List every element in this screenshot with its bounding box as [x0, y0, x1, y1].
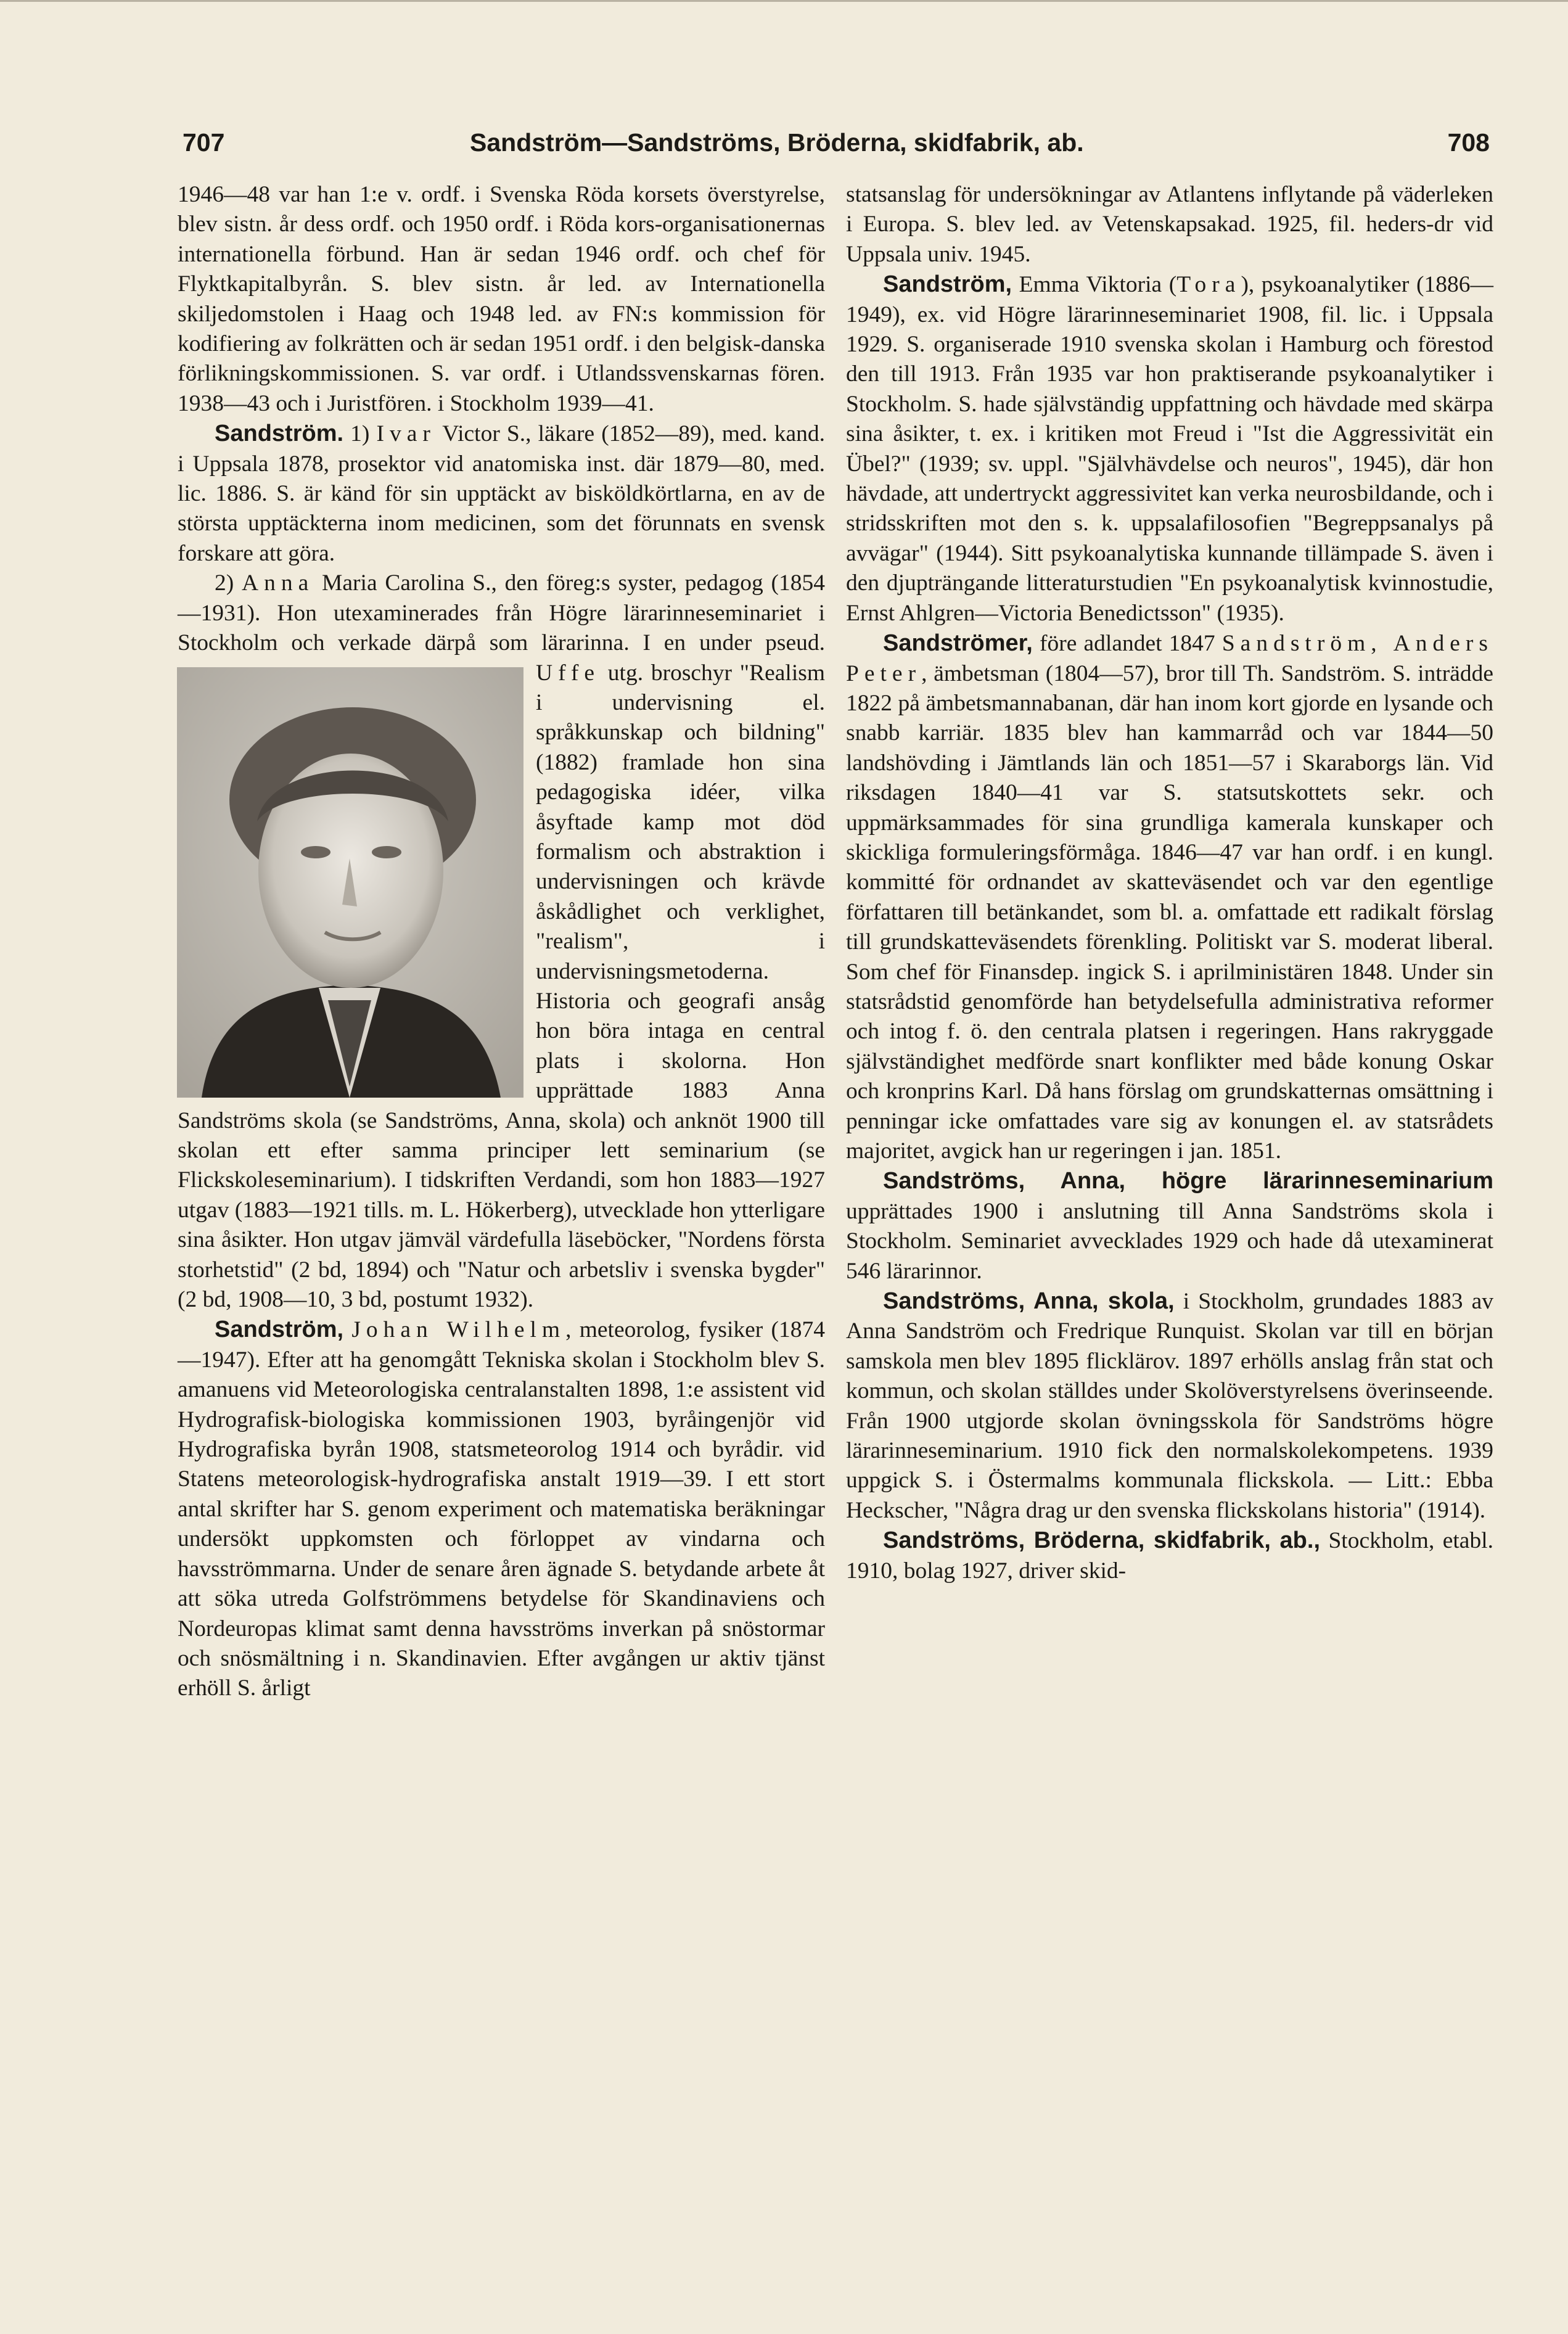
entry-anna-sandstrom: 2) Anna Maria Carolina S., den föreg:s syster, pedagog (1854—1931). Hon utexaminerades från Högre lärarinneseminariet i Stockholm och verkade därpå som lärarinna. I en under pseud. Uffe utg. broschyr "Realism i undervisning el. språkkunskap och bildning" (1882) framlade hon sina pedagogiska idéer, vilka åsyftade kamp mot död formalism och abstraktion i undervisningen och krävde åskådlighet och verklighet, "realism", i undervisningsmetoderna. Historia och geografi ansåg hon böra intaga en central plats i skolorna. Hon upprättade 1883 Anna Sandströms skola (se Sandströms, Anna, skola) och anknöt 1900 till skolan ett efter samma principer lett seminarium (se Flickskoleseminarium). I tidskriften Verdandi, som hon 1883—1927 utgav (1883—1921 tills. m. L. Hökerberg), utvecklade hon ytterligare sina åsikter. Hon utgav jämväl värdefulla läseböcker, "Nordens första storhetstid" (2 bd, 1894) och "Natur och arbetsliv i svenska bygder" (2 bd, 1908—10, 3 bd, postumt 1932). — [178, 570, 825, 1313]
left-column — [178, 180, 825, 1704]
page-number-right: 708 — [1447, 128, 1490, 157]
entry-broderna-skidfabrik: Sandströms, Bröderna, skidfabrik, ab., Stockholm, etabl. 1910, bolag 1927, driver skid- — [846, 1527, 1493, 1584]
entry-headword: Sandströmer, — [883, 630, 1033, 657]
spaced-name: Johan Wilhelm — [351, 1317, 566, 1343]
page-top-edge — [0, 0, 1568, 2]
entry-headword: Sandström, — [215, 1317, 344, 1343]
spaced-name: Ivar — [376, 421, 436, 447]
entry-ivar-sandstrom: Sandström. 1) Ivar Victor S., läkare (1852—89), med. kand. i Uppsala 1878, prosektor vid anatomiska inst. där 1879—80, med. lic. 1886. S. är känd för sin upptäckt av bisköldkörtlarna, en av de största upptäckterna inom medicinen, som det förunnats en svensk forskare att göra. — [178, 421, 825, 566]
spaced-name: Uffe — [536, 660, 601, 686]
entry-headword: Sandströms, Anna, skola, — [883, 1288, 1175, 1315]
right-column — [846, 180, 1493, 1586]
entry-headword: Sandström. — [215, 421, 344, 447]
running-header — [183, 128, 1490, 165]
entry-continuation: 1946—48 var han 1:e v. ordf. i Svenska Röda korsets överstyrelse, blev sistn. år dess ordf. och 1950 ordf. i Röda kors-organisationernas internationella förbund. Han är sedan 1946 ordf. och chef för Flyktkapitalbyrån. S. blev sistn. år led. av Internationella skiljedomstolen i Haag och 1948 led. av FN:s kommission för kodifiering av folkrätten och är sedan 1951 ordf. i den belgisk-danska förlikningskommissionen. S. var ordf. i Utlandssvenskarnas fören. 1938—43 och i Juristfören. i Stockholm 1939—41. — [178, 182, 825, 416]
portrait-photo — [177, 667, 523, 1098]
entry-continuation: statsanslag för undersökningar av Atlantens inflytande på väderleken i Europa. S. blev led. av Vetenskapsakad. 1925, fil. heders-dr vid Uppsala univ. 1945. — [846, 182, 1493, 267]
entry-anna-seminarium: Sandströms, Anna, högre lärarinneseminarium upprättades 1900 i anslutning till Anna Sandströms skola i Stockholm. Seminariet avvecklades 1929 och hade då utexaminerat 546 lärarinnor. — [846, 1168, 1493, 1284]
entry-anna-skola: Sandströms, Anna, skola, i Stockholm, grundades 1883 av Anna Sandström och Fredrique Runquist. Skolan var till en början samskola men blev 1895 flicklärov. 1897 erhölls anslag från stat och kommun, och skolan ställdes under Skolöverstyrelsens överinseende. Från 1900 utgjorde skolan övningsskola för Sandströms högre lärarinneseminarium. 1910 fick den normalskolekompetens. 1939 uppgick S. i Östermalms kommunala flickskola. — Litt.: Ebba Heckscher, "Några drag ur den svenska flickskolans historia" (1914). — [846, 1288, 1493, 1523]
spaced-name: Sandström, Anders Peter — [846, 631, 1493, 686]
entry-headword: Sandströms, Bröderna, skidfabrik, ab., — [883, 1527, 1321, 1554]
spaced-name: Anna — [242, 570, 314, 596]
entry-johan-sandstrom: Sandström, Johan Wilhelm, meteorolog, fysiker (1874—1947). Efter att ha genomgått Tekniska skolan i Stockholm blev S. amanuens vid Meteorologiska centralanstalten 1898, 1:e assistent vid Hydrografisk-biologiska kommissionen 1903, byråingenjör vid Hydrografiska byrån 1908, statsmeteorolog 1914 och byrådir. vid Statens meteorologisk-hydrografiska anstalt 1919—39. I ett stort antal skrifter har S. genom experiment och matematiska beräkningar undersökt uppkomsten och förloppet av vindarna och havsströmmarna. Under de senare åren ägnade S. betydande arbete åt att söka utreda Golfströmmens betydelse för Skandinaviens och Nordeuropas klimat samt denna havsströms inverkan på snöstormar och snösmältning i n. Skandinavien. Efter avgången ur aktiv tjänst erhöll S. årligt — [178, 1317, 826, 1701]
spaced-name: Tora — [1176, 272, 1241, 298]
entry-emma-sandstrom: Sandström, Emma Viktoria (Tora), psykoanalytiker (1886—1949), ex. vid Högre lärarinneseminariet 1908, fil. lic. i Uppsala 1929. S. organiserade 1910 svenska skolan i Hamburg och förestod den till 1913. Från 1935 var hon praktiserande psykoanalytiker i Stockholm. S. hade självständig uppfattning och hävdade med skärpa sina åsikter, t. ex. i kritiken mot Freud i "Ist die Aggressivität ein Übel?" (1939; sv. uppl. "Självhävdelse och neuros", 1945), där hon hävdade, att undertryckt aggressivitet kan verka neurosbildande, och i stridsskriften mot den s. k. uppsalafilosofien "Begreppsanalys på avvägar" (1944). Sitt psykoanalytiska kunnande tillämpade S. även i den djupträngande litteraturstudien "En psykoanalytisk kvinnostudie, Ernst Ahlgren—Victoria Benedictsson" (1935). — [846, 271, 1494, 626]
entry-headword: Sandströms, Anna, högre lärarinneseminarium — [883, 1168, 1493, 1194]
entry-headword: Sandström, — [883, 271, 1012, 298]
page-number-left: 707 — [183, 128, 225, 157]
entry-sandstromer: Sandströmer, före adlandet 1847 Sandström, Anders Peter, ämbetsman (1804—57), bror till Th. Sandström. S. inträdde 1822 på ämbetsmannabanan, där han inom kort gjorde en lysande och snabb karriär. 1835 blev han kammarråd och var 1844—50 landshövding i Jämtlands län och 1851—57 i Skaraborgs län. Vid riksdagen 1840—41 var S. statsutskottets sekr. och uppmärksammades för sina grundliga kamerala kunskaper och skickliga formuleringsförmåga. 1846—47 var han ordf. i en kungl. kommitté för ordnandet av skatteväsendet och var den egentlige författaren till betänkandet, som bl. a. omfattade ett radikalt förslag till grundskatteväsendets förenkling. Politiskt var S. moderat liberal. Som chef för Finansdep. ingick S. i aprilministären 1848. Under sin statsrådstid genomförde han betydelsefulla administrativa reformer och intog f. ö. den centrala platsen i regeringen. Hans rakryggade självständighet medförde snart konflikter med både konung Oskar och kronprins Karl. Då hans förslag om grundskatternas omsättning i penningar icke omfattades vare sig av konungen el. av statsrådets majoritet, avgick han ur regeringen i jan. 1851. — [846, 630, 1493, 1164]
header-title: Sandström—Sandströms, Bröderna, skidfabrik, ab. — [470, 128, 1084, 157]
